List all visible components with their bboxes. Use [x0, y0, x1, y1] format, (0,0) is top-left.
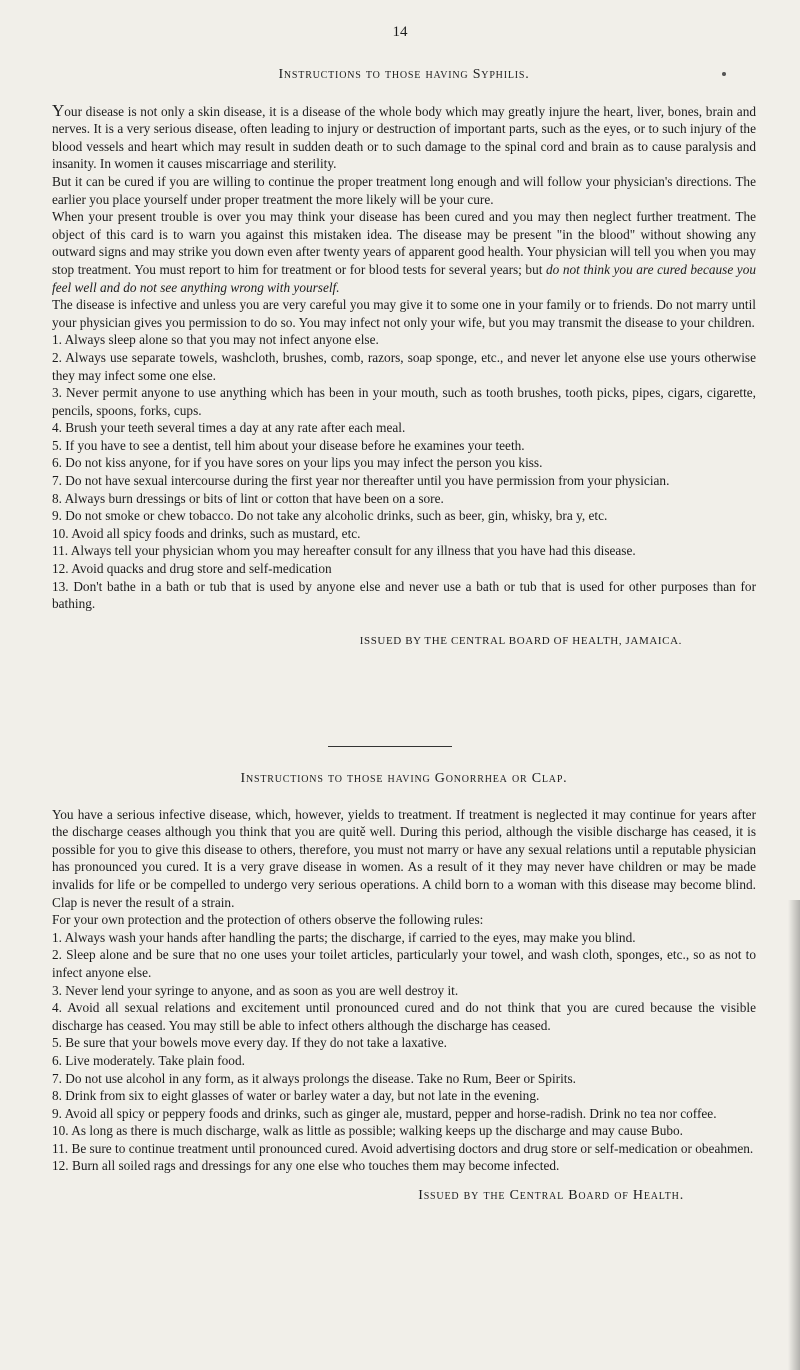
syphilis-paragraph-4: The disease is infective and unless you are very careful you may give it to some one in your family or to friends. Do not marry until your physician gives you permission to do so. You may infect not only your wife, but you may transmit the disease to your children. [52, 297, 756, 330]
list-item: 10. Avoid all spicy foods and drinks, such as mustard, etc. [52, 525, 361, 541]
gonorrhea-paragraph-2: For your own protection and the protection of others observe the following rules: [52, 912, 484, 928]
list-item: 5. Be sure that your bowels move every day. If they do not take a laxative. [52, 1035, 447, 1051]
syphilis-paragraph-3-italic: do not think you are cured because you feel well and do not see anything wrong with yourself. [52, 261, 756, 295]
page-number: 14 [392, 24, 408, 40]
list-item: 9. Do not smoke or chew tobacco. Do not take any alcoholic drinks, such as beer, gin, whisky, bra y, etc. [52, 508, 608, 524]
list-item: 8. Always burn dressings or bits of lint or cotton that have been on a sore. [52, 490, 444, 506]
list-item: 12. Avoid quacks and drug store and self-medication [52, 561, 332, 577]
list-item: 8. Drink from six to eight glasses of water or barley water a day, but not late in the evening. [52, 1088, 540, 1104]
syphilis-paragraph-1: Your disease is not only a skin disease, it is a disease of the whole body which may greatly injure the heart, liver, bones, brain and nerves. It is a very serious disease, often leading to injury or destruction of important parts, such as the eyes, or to such injury of the blood vessels and heart which may result in sudden death or to such damage to the spinal cord and brain as to cause paralysis and insanity. In women it causes miscarriage and sterility. [52, 100, 756, 172]
list-item: 5. If you have to see a dentist, tell him about your disease before he examines your teeth. [52, 437, 525, 453]
list-item: 11. Always tell your physician whom you may hereafter consult for any illness that you have had this disease. [52, 543, 636, 559]
list-item: 10. As long as there is much discharge, walk as little as possible; walking keeps up the discharge and may cause Bubo. [52, 1123, 683, 1139]
section-divider [328, 746, 452, 747]
list-item: 6. Live moderately. Take plain food. [52, 1052, 245, 1068]
syphilis-heading: Instructions to those having Syphilis. [278, 67, 530, 82]
gonorrhea-paragraph-1: You have a serious infective disease, which, however, yields to treatment. If treatment is neglected it may continue for years after the discharge ceases although you think that you are quitě well. During this period, although the visible discharge has ceased, it is possible for you to give this disease to others, therefore, you must not marry or have any sexual relations until a reputable physician has pronounced you cured. It is a very grave disease in women. As a result of it they may never have children or may be made invalids for life or be compelled to undergo very serious operations. A child born to a woman with this disease may become blind. Clap is never the result of a strain. [52, 806, 756, 910]
syphilis-rules-list [52, 331, 756, 613]
list-item: 9. Avoid all spicy or peppery foods and drinks, such as ginger ale, mustard, pepper and horse-radish. Drink no tea nor coffee. [52, 1105, 717, 1121]
list-item: 7. Do not have sexual intercourse during the first year nor thereafter until you have permission from your physician. [52, 473, 670, 489]
list-item: 7. Do not use alcohol in any form, as it always prolongs the disease. Take no Rum, Beer or Spirits. [52, 1070, 576, 1086]
list-item: 2. Always use separate towels, washcloth, brushes, comb, razors, soap sponge, etc., and never let anyone else use yours otherwise they may infect some one else. [52, 349, 756, 383]
list-item: 13. Don't bathe in a bath or tub that is used by anyone else and never use a bath or tub that is used for other purposes than for bathing. [52, 578, 756, 612]
list-item: 4. Brush your teeth several times a day at any rate after each meal. [52, 420, 406, 436]
list-item: 11. Be sure to continue treatment until pronounced cured. Avoid advertising doctors and drug store or self-medication or obeahmen. [52, 1140, 754, 1156]
list-item: 4. Avoid all sexual relations and excitement until pronounced cured and do not think that you are cured because the visible discharge has ceased. You may still be able to infect others although the discharge has ceased. [52, 1000, 756, 1033]
list-item: 2. Sleep alone and be sure that no one uses your toilet articles, particularly your towel, and wash cloth, sponges, etc., so as not to infect anyone else. [52, 947, 756, 980]
gonorrhea-issued-by: Issued by the Central Board of Health. [418, 1188, 684, 1204]
list-item: 1. Always sleep alone so that you may not infect anyone else. [52, 332, 379, 348]
gonorrhea-heading: Instructions to those having Gonorrhea or Clap. [240, 771, 568, 786]
list-item: 3. Never permit anyone to use anything which has been in your mouth, such as tooth brushes, tooth picks, pipes, cigars, cigarette, pencils, spoons, forks, cups. [52, 385, 756, 418]
list-item: 12. Burn all soiled rags and dressings for any one else who touches them may become infected. [52, 1158, 560, 1174]
syphilis-paragraph-3 [52, 208, 756, 296]
syphilis-paragraph-2: But it can be cured if you are willing to continue the proper treatment long enough and will follow your physician's directions. The earlier you place yourself under proper treatment the more likely will be your cure. [52, 173, 756, 207]
syphilis-paragraph-3-text: When your present trouble is over you may think your disease has been cured and you may then neglect further treatment. The object of this card is to warn you against this mistaken idea. The disease may be present "in the blood" without showing any outward signs and may strike you down even after twenty years of apparent good health. Your physician will tell you when you may stop treatment. You must report to him for treatment or for blood tests for several years; but [52, 209, 756, 277]
syphilis-section [52, 66, 756, 650]
list-item: 3. Never lend your syringe to anyone, and as soon as you are well destroy it. [52, 982, 459, 998]
page-edge-shadow [788, 900, 800, 1370]
syphilis-issued-by: ISSUED BY THE CENTRAL BOARD OF HEALTH, JAMAICA. [359, 634, 682, 647]
list-item: 1. Always wash your hands after handling the parts; the discharge, if carried to the eyes, may make you blind. [52, 929, 636, 945]
list-item: 6. Do not kiss anyone, for if you have sores on your lips you may infect the person you kiss. [52, 455, 543, 471]
gonorrhea-rules-list [52, 929, 756, 1175]
gonorrhea-section [52, 770, 756, 1205]
ink-speck [722, 72, 726, 76]
